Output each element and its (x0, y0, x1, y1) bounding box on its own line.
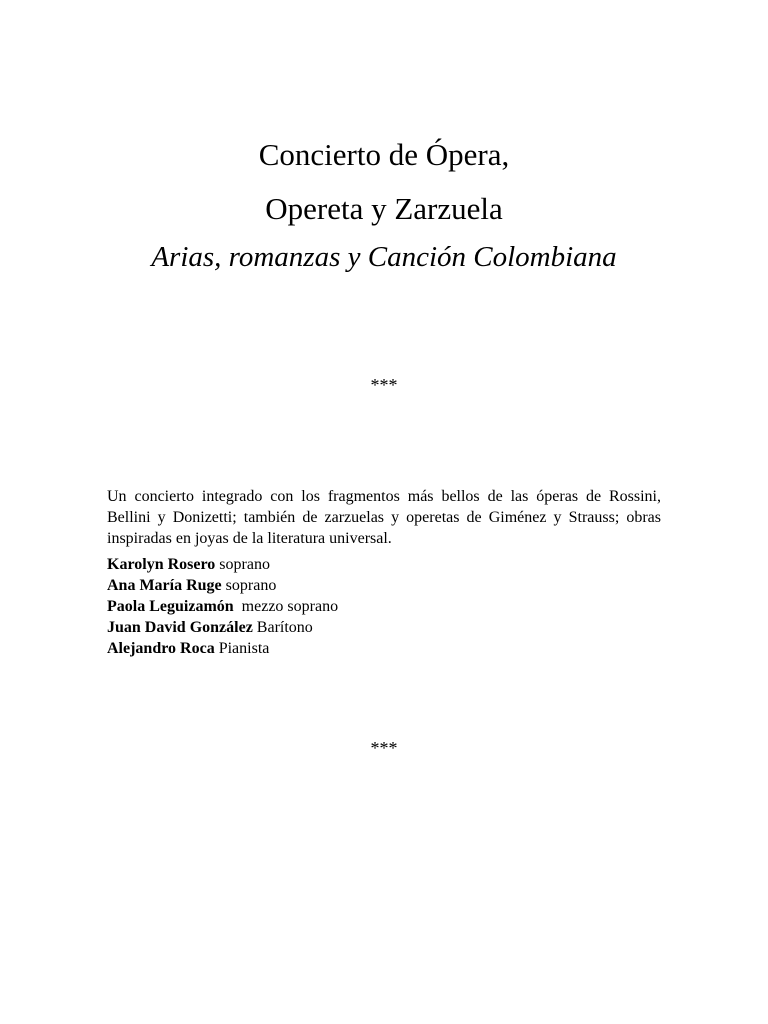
cast-member-role: Barítono (256, 619, 313, 636)
cast-member-role: soprano (225, 577, 277, 594)
cast-member-name: Ana María Ruge (107, 577, 222, 594)
cast-list (107, 554, 661, 659)
title-line-2: Opereta y Zarzuela (265, 191, 503, 226)
cast-member (107, 554, 661, 575)
cast-member (107, 596, 661, 617)
cast-member-role: Pianista (218, 640, 270, 657)
cast-member (107, 638, 661, 659)
cast-member (107, 617, 661, 638)
title-line-1: Concierto de Ópera, (258, 137, 510, 172)
subtitle: Arias, romanzas y Canción Colombiana (151, 241, 617, 273)
cast-member-name: Paola Leguizamón (107, 598, 234, 615)
separator-top: *** (370, 375, 398, 395)
cast-member-name: Juan David González (107, 619, 253, 636)
cast-member-name: Alejandro Roca (107, 640, 215, 657)
separator-bottom: *** (370, 738, 398, 758)
intro-paragraph: Un concierto integrado con los fragmentos más bellos de las óperas de Rossini, Bellini y Donizetti; también de zarzuelas y operetas de Giménez y Strauss; obras inspiradas en joyas de la literatura universal. (107, 488, 661, 547)
cast-member-role: soprano (219, 556, 270, 573)
cast-member-name: Karolyn Rosero (107, 556, 216, 573)
cast-member (107, 575, 661, 596)
cast-member-role: mezzo soprano (237, 598, 339, 615)
